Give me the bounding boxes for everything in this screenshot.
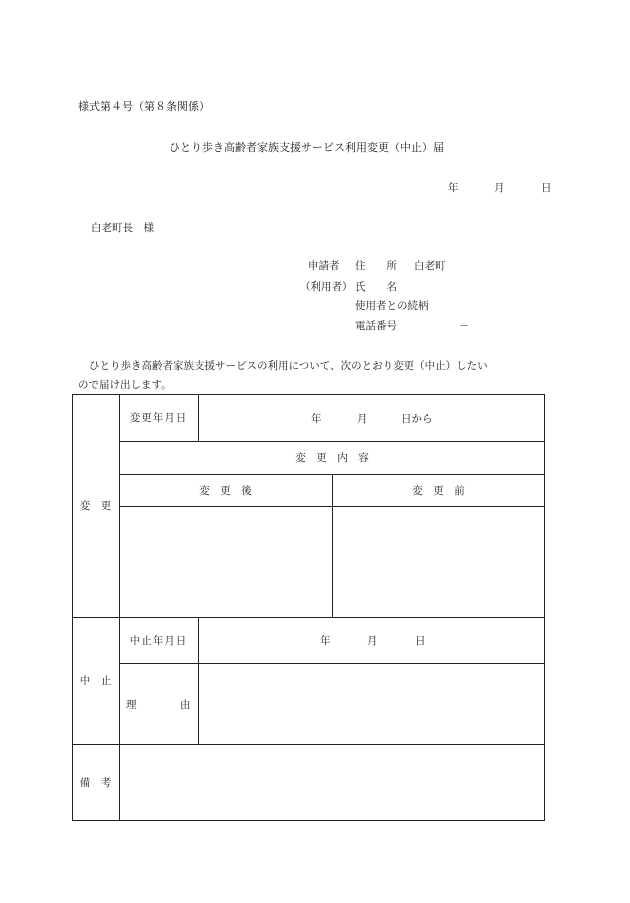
change-after-label: 変 更 後 [199,484,252,497]
date-year-label: 年 [448,182,459,194]
stop-reason-label-1: 理 [126,699,137,711]
addressee: 白老町長 様 [91,222,154,234]
phone-label: 電話番号 [355,320,397,332]
remarks-field[interactable] [120,745,544,820]
remarks-label: 備 考 [79,776,112,789]
change-date-year: 年 [311,413,322,425]
change-section-label: 変 更 [79,500,112,512]
change-date-label: 変更年月日 [129,412,188,424]
address-value: 白老町 [414,260,446,272]
relation-label: 使用者との続柄 [355,300,429,312]
date-month-label: 月 [494,182,505,194]
change-before-label: 変 更 前 [412,484,465,497]
page-title: ひとり歩き高齢者家族支援サービス利用変更（中止）届 [169,141,444,154]
date-day-label: 日 [541,182,552,194]
stop-date-month: 月 [367,635,378,647]
body-line-1: ひとり歩き高齢者家族支援サービスの利用について、次のとおり変更（中止）したい [89,360,488,372]
stop-date-day: 日 [415,635,426,647]
change-date-month: 月 [357,413,368,425]
change-after-field[interactable] [120,507,331,616]
name-label: 氏 名 [355,281,397,293]
stop-reason-field[interactable] [199,664,544,744]
stop-date-year: 年 [320,635,331,647]
change-date-day: 日から [401,413,433,425]
phone-dash: － [459,320,470,332]
stop-date-label: 中止年月日 [129,634,188,647]
applicant-role: 申請者 [308,260,340,272]
stop-reason-label-2: 由 [180,699,191,711]
address-label: 住 所 [355,260,397,272]
body-line-2: ので届け出します。 [78,379,172,391]
form-number: 様式第４号（第８条関係） [78,100,210,113]
change-content-label: 変 更 内 容 [295,452,369,464]
stop-section-label: 中 止 [79,675,112,687]
change-before-field[interactable] [333,507,544,616]
user-role: （利用者） [300,281,353,293]
